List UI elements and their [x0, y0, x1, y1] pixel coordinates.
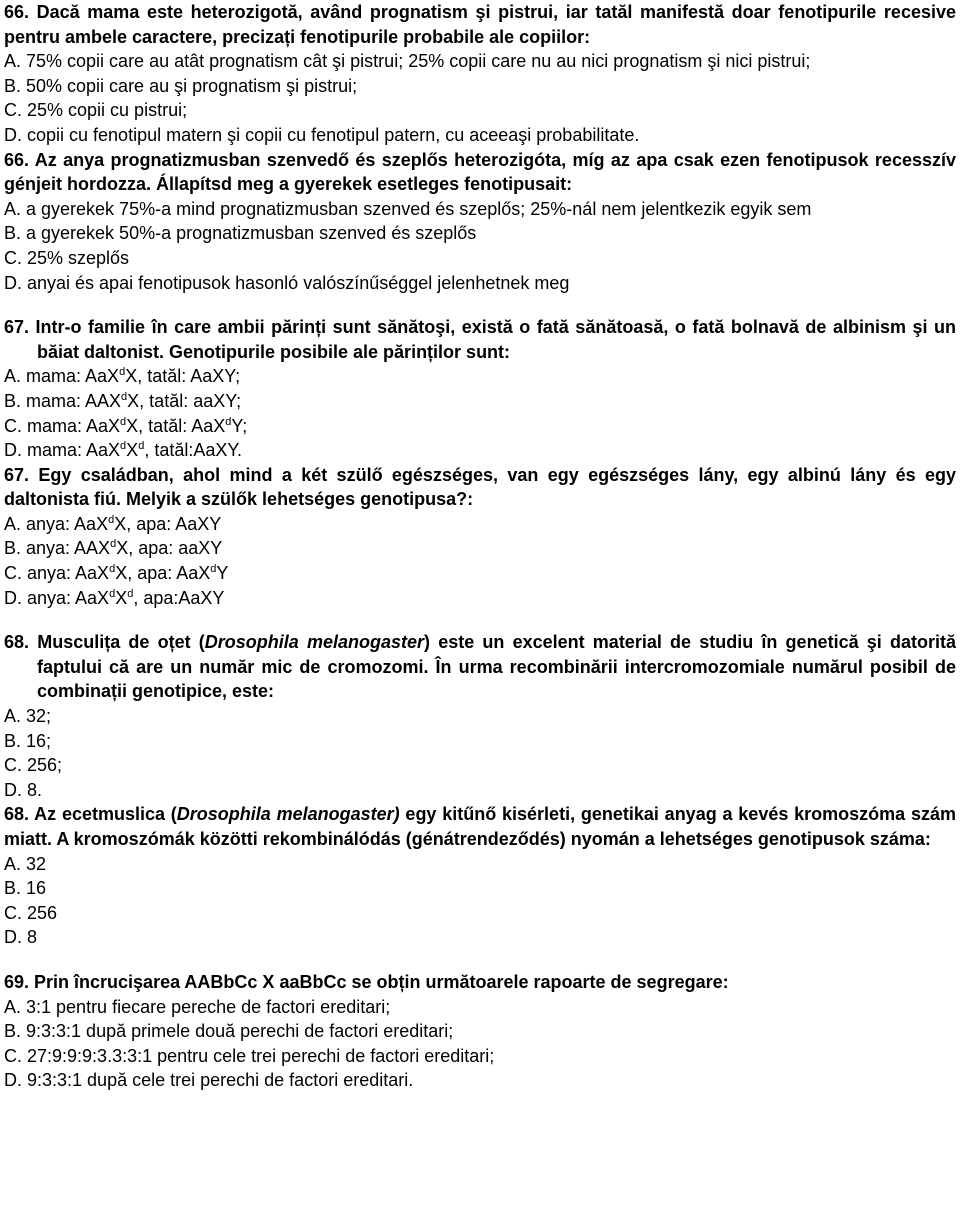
question-67-hu-option-c: C. anya: AaX$^d$X, apa: AaX$^d$Y: [4, 563, 229, 584]
question-68-hu: [4, 802, 956, 950]
question-68-ro-option-d: D. 8.: [4, 779, 43, 800]
question-67-hu-option-d: D. anya: $AaX^dX^d$, apa:AaXY: [4, 587, 225, 608]
question-69-ro-option-b: B. 9:3:3:1 după primele două perechi de factori ereditari;: [4, 1021, 454, 1042]
question-66-ro-option-d: D. copii cu fenotipul matern şi copii cu fenotipul patern, cu aceeaşi probabilitate.: [4, 124, 640, 145]
question-66-hu-stem: 66. Az anya prognatizmusban szenvedő és szeplős heterozigóta, míg az apa csak ezen fenotipusok recesszív génjeit hordozza. Állapítsd meg a gyerekek esetleges fenotipusait:: [4, 149, 956, 195]
question-68-hu-option-b: B. 16: [4, 878, 47, 899]
spacer: [4, 610, 956, 630]
question-69-ro-option-a: A. 3:1 pentru fiecare pereche de factori ereditari;: [4, 996, 391, 1017]
question-68-hu-stem: 68. Az ecetmuslica (Drosophila melanogaster) egy kitűnő kisérleti, genetikai anyag a kevés kromoszóma szám miatt. A kromoszómák közötti rekombinálódás (génátrendeződés) nyomán a lehetséges genotipusok száma:: [4, 804, 956, 849]
question-66-ro-option-a: A. 75% copii care au atât prognatism cât şi pistrui; 25% copii care nu au nici prognatism şi nici pistrui;: [4, 51, 811, 72]
question-69-ro-option-d: D. 9:3:3:1 după cele trei perechi de factori ereditari.: [4, 1070, 414, 1091]
question-69-ro-stem: 69. Prin încrucişarea AABbCc X aaBbCc se obțin următoarele rapoarte de segregare:: [4, 971, 729, 992]
question-67-hu: [4, 463, 956, 611]
question-68-ro: [4, 630, 956, 802]
question-67-ro-option-a: A. mama: AaX$^d$X, tatăl: AaXY;: [4, 366, 241, 387]
question-66-ro-option-c: C. 25% copii cu pistrui;: [4, 100, 188, 121]
question-67-ro-stem: 67. Intr-o familie în care ambii părinți sunt sănătoşi, există o fată sănătoasă, o fată bolnavă de albinism şi un băiat daltonist. Genotipurile posibile ale părinților sunt:: [4, 317, 956, 362]
question-68-ro-stem: 68. Musculița de oțet (Drosophila melanogaster) este un excelent material de studiu în genetică şi datorită faptului că are un număr mic de cromozomi. În urma recombinării intercromozomiale numărul posibil de combinații genotipice, este:: [4, 632, 956, 702]
question-67-hu-option-a: A. anya: AaX$^d$X, apa: AaXY: [4, 513, 222, 534]
question-68-hu-option-c: C. 256: [4, 902, 58, 923]
question-67-ro-option-b: B. mama: AAX$^d$X, tatăl: aaXY;: [4, 390, 242, 411]
question-68-hu-option-d: D. 8: [4, 927, 38, 948]
question-66-hu-option-c: C. 25% szeplős: [4, 247, 130, 268]
question-68-hu-option-a: A. 32: [4, 853, 47, 874]
question-66-hu-option-d: D. anyai és apai fenotipusok hasonló valószínűséggel jelenhetnek meg: [4, 272, 570, 293]
question-66-hu: [4, 148, 956, 296]
question-66-hu-option-b: B. a gyerekek 50%-a prognatizmusban szenved és szeplős: [4, 223, 477, 244]
question-68-ro-option-c: C. 256;: [4, 755, 63, 776]
question-68-ro-option-b: B. 16;: [4, 730, 52, 751]
question-66-ro: [4, 0, 956, 148]
question-67-ro: [4, 315, 956, 463]
question-67-ro-option-c: C. mama: AaX$^d$X, tatăl: AaX$^d$Y;: [4, 415, 248, 436]
question-67-hu-stem: 67. Egy családban, ahol mind a két szülő egészséges, van egy egészséges lány, egy albinú lány és egy daltonista fiú. Melyik a szülők lehetséges genotipusa?:: [4, 464, 956, 510]
question-69-ro: [4, 970, 956, 1093]
question-67-hu-option-b: B. anya: AAX$^d$X, apa: aaXY: [4, 538, 223, 559]
spacer: [4, 950, 956, 970]
question-66-ro-stem: 66. Dacă mama este heterozigotă, având prognatism şi pistrui, iar tatăl manifestă doar fenotipurile recesive pentru ambele caractere, precizați fenotipurile probabile ale copiilor:: [4, 2, 956, 47]
question-67-ro-option-d: D. mama: $AaX^dX^d$, tatăl:AaXY.: [4, 440, 243, 461]
question-69-ro-option-c: C. 27:9:9:9:3.3:3:1 pentru cele trei perechi de factori ereditari;: [4, 1045, 495, 1066]
question-68-ro-option-a: A. 32;: [4, 706, 52, 727]
spacer: [4, 295, 956, 315]
question-66-hu-option-a: A. a gyerekek 75%-a mind prognatizmusban szenved és szeplős; 25%-nál nem jelentkezik egyik sem: [4, 198, 812, 219]
question-66-ro-option-b: B. 50% copii care au şi prognatism şi pistrui;: [4, 75, 358, 96]
